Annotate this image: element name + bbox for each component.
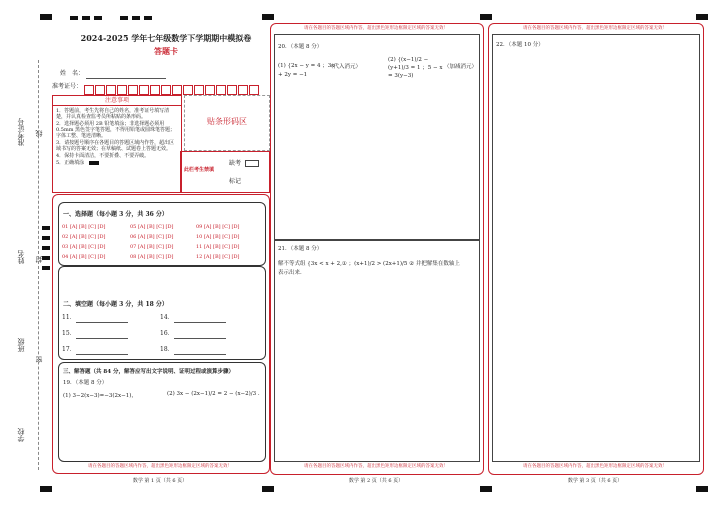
- timing-mark: [82, 16, 90, 20]
- q19-label: 19．（本题 8 分）: [63, 380, 108, 386]
- side-label-seal: 封: [35, 256, 43, 263]
- timing-mark: [144, 16, 152, 20]
- side-label-ticket: 准考证号: [17, 118, 25, 146]
- blank-label: 11．: [62, 314, 76, 321]
- blank-label: 18．: [160, 346, 174, 353]
- blank-line[interactable]: [76, 322, 128, 323]
- choice-row[interactable]: 09 [A] [B] [C] [D]: [196, 224, 240, 230]
- name-label: 姓 名：: [60, 70, 85, 77]
- side-label-line: 线: [35, 130, 43, 137]
- q20-part1: (1) {2x − y = 4 ；3x + 2y = −1: [278, 63, 335, 78]
- side-label-class: 班级: [17, 338, 25, 352]
- filled-bubble-sample: [89, 161, 99, 165]
- barcode-label: 贴条形码区: [207, 117, 247, 126]
- sheet-title: 答题卡: [154, 46, 178, 56]
- barcode-area: [184, 95, 270, 151]
- section-choice-title: 一、选择题（每小题 3 分，共 36 分）: [63, 211, 168, 218]
- timing-mark: [42, 226, 50, 230]
- side-label-school: 学校: [17, 428, 25, 442]
- timing-mark: [40, 14, 52, 20]
- missing-checkbox[interactable]: [245, 160, 259, 167]
- warning-text: 请在各题目的答题区域内作答，超出黑色矩形边框限定区域的答案无效！: [304, 464, 448, 469]
- notice-box: [52, 95, 182, 193]
- section-answer[interactable]: [58, 362, 266, 462]
- notice-item: 1．答题前，考生先将自己的姓名，准考证号填写清楚，并认真检查监考员所粘贴的条形码。: [56, 108, 170, 120]
- page-footer: 数学 第 3 页（共 6 页）: [567, 478, 623, 484]
- section-fill-title: 二、填空题（每小题 3 分，共 18 分）: [63, 301, 168, 308]
- warning-text: 请在各题目的答题区域内作答，超出黑色矩形边框限定区域的答案无效！: [304, 26, 448, 31]
- choice-row[interactable]: 01 [A] [B] [C] [D]: [62, 224, 106, 230]
- q20-part1-method: （代入消元）: [328, 64, 362, 70]
- missing-label: 缺考: [229, 160, 242, 167]
- timing-mark: [42, 246, 50, 250]
- blank-label: 16．: [160, 330, 174, 337]
- blank-line[interactable]: [174, 354, 226, 355]
- q20-label: 20．（本题 8 分）: [278, 44, 323, 50]
- binding-line: [38, 60, 39, 470]
- page-footer: 数学 第 1 页（共 6 页）: [132, 478, 188, 484]
- blank-line[interactable]: [76, 354, 128, 355]
- choice-row[interactable]: 10 [A] [B] [C] [D]: [196, 234, 240, 240]
- notice-item: 4．保持卡面清洁，不要折叠、不要弄破。: [56, 153, 150, 159]
- choice-row[interactable]: 07 [A] [B] [C] [D]: [130, 244, 174, 250]
- notice-item: 5．正确填涂: [56, 160, 85, 166]
- side-label-name: 姓名: [17, 250, 25, 264]
- timing-mark: [262, 14, 274, 20]
- exam-title: 2024-2025 学年七年级数学下学期期中模拟卷: [80, 33, 252, 43]
- side-label-fold: 密: [35, 356, 43, 363]
- blank-line[interactable]: [76, 338, 128, 339]
- blank-label: 15．: [62, 330, 76, 337]
- timing-mark: [120, 16, 128, 20]
- timing-mark: [40, 486, 52, 492]
- section-answer-title: 三、解答题（共 84 分，解答应写出文字说明、证明过程或演算步骤）: [63, 369, 234, 375]
- blank-label: 14．: [160, 314, 174, 321]
- timing-mark: [70, 16, 78, 20]
- choice-row[interactable]: 05 [A] [B] [C] [D]: [130, 224, 174, 230]
- q21-label: 21．（本题 8 分）: [278, 246, 323, 252]
- q19-part2: (2) 3x − (2x−1)/2 = 2 − (x−2)/3 .: [167, 391, 260, 397]
- q20-part2-method: （加减消元）: [444, 64, 478, 70]
- ticket-label: 准考证号：: [52, 83, 83, 90]
- timing-mark: [262, 486, 274, 492]
- timing-mark: [42, 266, 50, 270]
- choice-row[interactable]: 08 [A] [B] [C] [D]: [130, 254, 174, 260]
- absent-label: 此栏考生禁填: [184, 167, 215, 173]
- notice-title: 注意事项: [53, 96, 181, 106]
- notice-item: 2．选择题必须用 2B 铅笔填涂；非选择题必须用 0.5mm 黑色签字笔答题，不得用铅笔或圆珠笔答题；字体工整、笔迹清晰。: [56, 121, 176, 139]
- timing-mark: [132, 16, 140, 20]
- choice-row[interactable]: 04 [A] [B] [C] [D]: [62, 254, 106, 260]
- mark-label: 标记: [229, 178, 242, 185]
- timing-mark: [696, 486, 708, 492]
- choice-row[interactable]: 06 [A] [B] [C] [D]: [130, 234, 174, 240]
- blank-label: 17．: [62, 346, 76, 353]
- choice-row[interactable]: 03 [A] [B] [C] [D]: [62, 244, 106, 250]
- timing-mark: [480, 14, 492, 20]
- name-field[interactable]: [86, 78, 166, 79]
- choice-row[interactable]: 02 [A] [B] [C] [D]: [62, 234, 106, 240]
- q19-part1: (1) 3−2(x−3)=−3(2x−1)，: [63, 393, 137, 399]
- absent-box: [180, 151, 270, 193]
- timing-mark: [480, 486, 492, 492]
- q22-label: 22．（本题 10 分）: [496, 42, 544, 48]
- timing-mark: [696, 14, 708, 20]
- timing-mark: [42, 236, 50, 240]
- warning-text: 请在各题目的答题区域内作答，超出黑色矩形边框限定区域的答案无效！: [88, 464, 232, 469]
- choice-row[interactable]: 11 [A] [B] [C] [D]: [196, 244, 240, 250]
- notice-fill-row: [53, 159, 181, 166]
- blank-line[interactable]: [174, 322, 226, 323]
- timing-mark: [94, 16, 102, 20]
- choice-row[interactable]: 12 [A] [B] [C] [D]: [196, 254, 240, 260]
- q22-area[interactable]: [492, 34, 700, 462]
- q21-text: 解不等式组 {3x < x + 2,① ；(x+1)/2 > (2x+1)/5 ② 并把解集在数轴上表示出来.: [278, 261, 460, 276]
- q20-part2: (2) {(x−1)/2 − (y+1)/3 = 1 ；5 − x = 3(y−3): [388, 57, 443, 79]
- notice-item: 3．请按题号顺序在各题目的答题区域内作答，超出区域书写的答案无效；在草稿纸、试题卷上答题无效。: [56, 140, 175, 152]
- page-footer: 数学 第 2 页（共 6 页）: [348, 478, 404, 484]
- blank-line[interactable]: [174, 338, 226, 339]
- warning-text: 请在各题目的答题区域内作答，超出黑色矩形边框限定区域的答案无效！: [523, 464, 667, 469]
- warning-text: 请在各题目的答题区域内作答，超出黑色矩形边框限定区域的答案无效！: [523, 26, 667, 31]
